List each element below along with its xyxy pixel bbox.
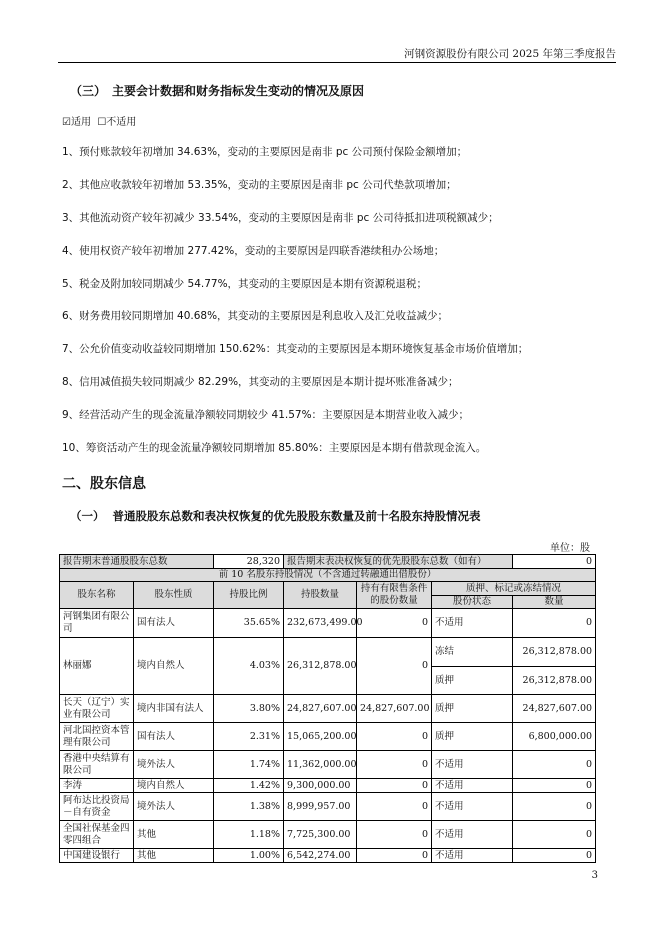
cell-restricted: 0 bbox=[357, 609, 432, 638]
cell-restricted: 0 bbox=[357, 793, 432, 821]
cell-restricted: 24,827,607.00 bbox=[357, 695, 432, 723]
change-item: 6、财务费用较同期增加 40.68%，其变动的主要原因是利息收入及汇兑收益减少； bbox=[62, 310, 449, 322]
section-title-changes bbox=[70, 82, 364, 99]
cell-restricted: 0 bbox=[357, 779, 432, 793]
cell-shares: 7,725,300.00 bbox=[284, 821, 357, 849]
cell-restricted: 0 bbox=[357, 723, 432, 751]
cell-nature: 境外法人 bbox=[134, 751, 214, 779]
cell-status: 不适用 bbox=[432, 751, 513, 779]
table-row bbox=[60, 779, 596, 793]
checked-box-icon: ☑ bbox=[62, 117, 71, 128]
cell-shares: 9,300,000.00 bbox=[284, 779, 357, 793]
cell-nature: 其他 bbox=[134, 849, 214, 863]
subsection-title bbox=[70, 508, 481, 524]
cell-shares: 6,542,274.00 bbox=[284, 849, 357, 863]
change-item: 3、其他流动资产较年初减少 33.54%，变动的主要原因是南非 pc 公司待抵扣进项税额减少； bbox=[62, 212, 499, 224]
header-row bbox=[60, 582, 596, 596]
header-divider bbox=[58, 62, 616, 63]
cell-shares: 24,827,607.00 bbox=[284, 695, 357, 723]
col-header-shares: 持股数量 bbox=[284, 582, 357, 609]
cell-shares: 15,065,200.00 bbox=[284, 723, 357, 751]
col-header-pledge: 质押、标记或冻结情况 bbox=[432, 582, 596, 596]
cell-shares: 11,362,000.00 bbox=[284, 751, 357, 779]
cell-restricted: 0 bbox=[357, 849, 432, 863]
cell-qty: 0 bbox=[513, 751, 596, 779]
table-row bbox=[60, 723, 596, 751]
cell-qty: 0 bbox=[513, 821, 596, 849]
col-header-name: 股东名称 bbox=[60, 582, 134, 609]
cell-status: 质押 bbox=[432, 723, 513, 751]
applicable-options bbox=[62, 113, 136, 128]
cell-status: 质押 bbox=[432, 667, 513, 695]
cell-status: 不适用 bbox=[432, 609, 513, 638]
cell-restricted: 0 bbox=[357, 638, 432, 695]
cell-shares: 232,673,499.00 bbox=[284, 609, 357, 638]
page-number: 3 bbox=[591, 870, 598, 881]
page-header: 河钢资源股份有限公司 2025 年第三季度报告 bbox=[404, 48, 616, 60]
cell-nature: 其他 bbox=[134, 821, 214, 849]
table-row bbox=[60, 638, 596, 667]
cell-name: 长天（辽宁）实业有限公司 bbox=[60, 695, 134, 723]
cell-shares: 8,999,957.00 bbox=[284, 793, 357, 821]
change-item: 5、税金及附加较同期减少 54.77%，其变动的主要原因是本期有资源税退税； bbox=[62, 278, 428, 290]
table-row bbox=[60, 793, 596, 821]
cell-ratio: 1.00% bbox=[214, 849, 284, 863]
change-item: 4、使用权资产较年初增加 277.42%，变动的主要原因是四联香港续租办公场地； bbox=[62, 245, 445, 257]
change-item: 10、筹资活动产生的现金流量净额较同期增加 85.80%：主要原因是本期有借款现金流入。 bbox=[62, 442, 487, 454]
cell-status: 冻结 bbox=[432, 638, 513, 667]
pref-value: 0 bbox=[513, 555, 596, 569]
cell-qty: 0 bbox=[513, 779, 596, 793]
col-header-restricted: 持有有限售条件的股份数量 bbox=[357, 582, 432, 609]
subsection-number: （一） bbox=[70, 509, 105, 523]
cell-ratio: 3.80% bbox=[214, 695, 284, 723]
pref-label: 报告期末表决权恢复的优先股股东总数（如有） bbox=[284, 555, 513, 569]
unit-label: 单位：股 bbox=[550, 543, 590, 554]
cell-name: 河北国控资本管理有限公司 bbox=[60, 723, 134, 751]
table-row bbox=[60, 849, 596, 863]
table-row bbox=[60, 751, 596, 779]
change-item: 1、预付账款较年初增加 34.63%，变动的主要原因是南非 pc 公司预付保险金额增加； bbox=[62, 146, 468, 158]
cell-name: 全国社保基金四零四组合 bbox=[60, 821, 134, 849]
col-header-qty: 数量 bbox=[513, 596, 596, 609]
cell-qty: 0 bbox=[513, 793, 596, 821]
change-item: 7、公允价值变动收益较同期增加 150.62%：其变动的主要原因是本期环境恢复基金市场价值增加； bbox=[62, 343, 529, 355]
section-title-shareholders: 二、股东信息 bbox=[62, 476, 146, 492]
cell-ratio: 1.42% bbox=[214, 779, 284, 793]
cell-name: 香港中央结算有限公司 bbox=[60, 751, 134, 779]
table-row bbox=[60, 821, 596, 849]
cell-qty: 0 bbox=[513, 849, 596, 863]
cell-status: 不适用 bbox=[432, 849, 513, 863]
cell-nature: 境外法人 bbox=[134, 793, 214, 821]
change-item: 9、经营活动产生的现金流量净额较同期较少 41.57%：主要原因是本期营业收入减少； bbox=[62, 409, 470, 421]
cell-status: 不适用 bbox=[432, 779, 513, 793]
cell-qty: 26,312,878.00 bbox=[513, 638, 596, 667]
cell-ratio: 2.31% bbox=[214, 723, 284, 751]
cell-nature: 境内非国有法人 bbox=[134, 695, 214, 723]
subsection-title-text: 普通股股东总数和表决权恢复的优先股股东数量及前十名股东持股情况表 bbox=[112, 509, 481, 523]
total-row bbox=[60, 555, 596, 569]
table-row bbox=[60, 609, 596, 638]
cell-ratio: 1.74% bbox=[214, 751, 284, 779]
unchecked-box-icon: ☐ bbox=[97, 117, 107, 128]
cell-status: 不适用 bbox=[432, 821, 513, 849]
cell-qty: 24,827,607.00 bbox=[513, 695, 596, 723]
cell-nature: 国有法人 bbox=[134, 609, 214, 638]
cell-ratio: 35.65% bbox=[214, 609, 284, 638]
top10-caption: 前 10 名股东持股情况（不含通过转融通出借股份） bbox=[60, 569, 596, 582]
table-row bbox=[60, 695, 596, 723]
cell-status: 不适用 bbox=[432, 793, 513, 821]
cell-qty: 0 bbox=[513, 609, 596, 638]
change-item: 8、信用减值损失较同期减少 82.29%，其变动的主要原因是本期计提坏账准备减少； bbox=[62, 376, 459, 388]
change-item: 2、其他应收款较年初增加 53.35%，变动的主要原因是南非 pc 公司代垫款项增加； bbox=[62, 179, 457, 191]
cell-name: 李涛 bbox=[60, 779, 134, 793]
total-value: 28,320 bbox=[214, 555, 284, 569]
top10-caption-row bbox=[60, 569, 596, 582]
col-header-status: 股份状态 bbox=[432, 596, 513, 609]
not-applicable-label: 不适用 bbox=[106, 117, 137, 128]
total-label: 报告期末普通股股东总数 bbox=[60, 555, 214, 569]
cell-name: 林丽娜 bbox=[60, 638, 134, 695]
cell-status: 质押 bbox=[432, 695, 513, 723]
cell-qty: 26,312,878.00 bbox=[513, 667, 596, 695]
cell-name: 河钢集团有限公司 bbox=[60, 609, 134, 638]
cell-ratio: 1.18% bbox=[214, 821, 284, 849]
section-number: （三） bbox=[70, 84, 107, 98]
cell-nature: 境内自然人 bbox=[134, 638, 214, 695]
applicable-label: 适用 bbox=[70, 117, 91, 128]
cell-name: 阿布达比投资局－自有资金 bbox=[60, 793, 134, 821]
col-header-nature: 股东性质 bbox=[134, 582, 214, 609]
cell-nature: 境内自然人 bbox=[134, 779, 214, 793]
cell-ratio: 4.03% bbox=[214, 638, 284, 695]
section-title-text: 主要会计数据和财务指标发生变动的情况及原因 bbox=[112, 84, 365, 98]
cell-ratio: 1.38% bbox=[214, 793, 284, 821]
cell-qty: 6,800,000.00 bbox=[513, 723, 596, 751]
cell-restricted: 0 bbox=[357, 751, 432, 779]
shareholder-table bbox=[59, 554, 596, 863]
cell-restricted: 0 bbox=[357, 821, 432, 849]
cell-name: 中国建设银行 bbox=[60, 849, 134, 863]
cell-shares: 26,312,878.00 bbox=[284, 638, 357, 695]
col-header-ratio: 持股比例 bbox=[214, 582, 284, 609]
cell-nature: 国有法人 bbox=[134, 723, 214, 751]
